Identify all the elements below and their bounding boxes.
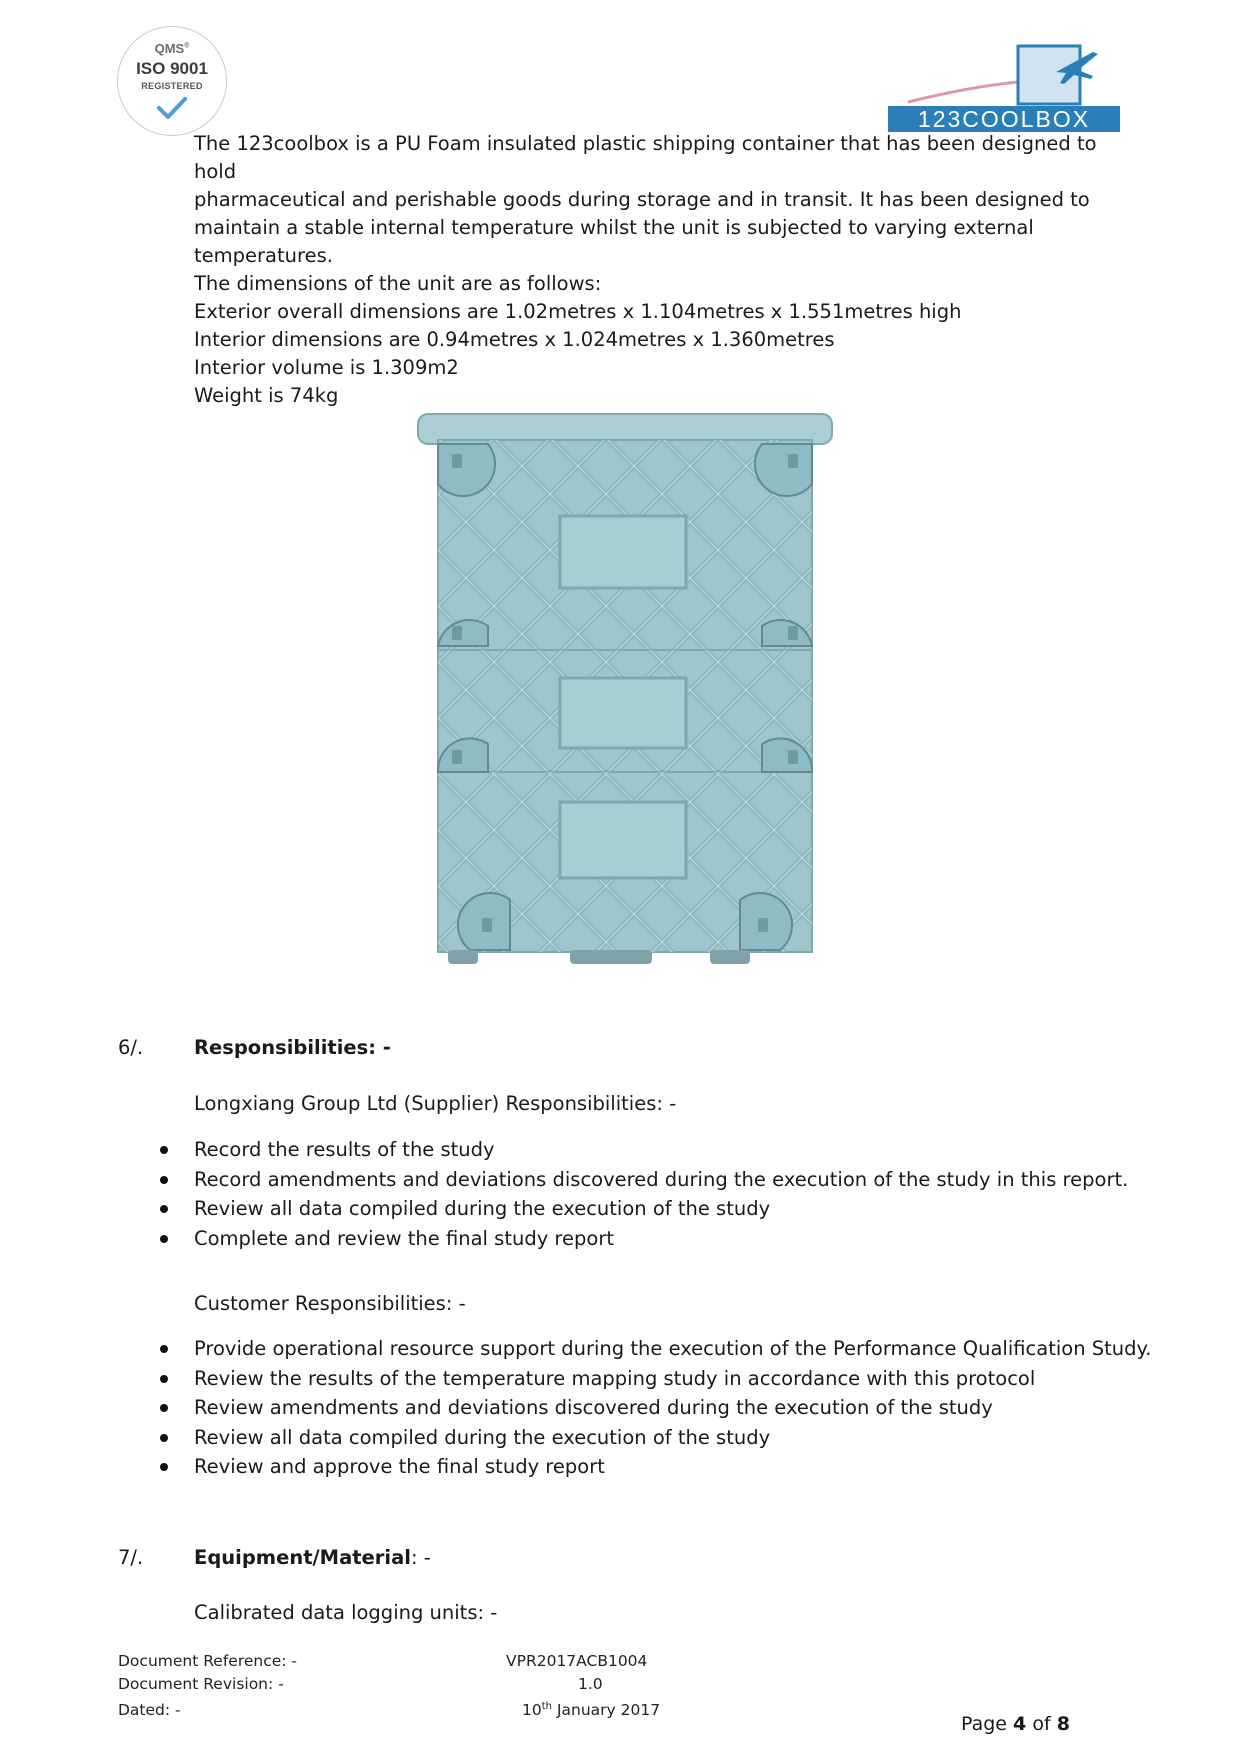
- bullet-icon: [160, 1434, 168, 1442]
- list-item: Provide operational resource support during the execution of the Performance Qualification Study.: [150, 1334, 1150, 1364]
- intro-line: temperatures.: [194, 244, 333, 267]
- bullet-icon: [160, 1176, 168, 1184]
- page-number: Page 4 of 8: [961, 1713, 1070, 1735]
- calibrated-loggers-heading: Calibrated data logging units: -: [194, 1601, 498, 1624]
- customer-responsibilities-heading: Customer Responsibilities: -: [194, 1292, 466, 1315]
- list-item: Review the results of the temperature mapping study in accordance with this protocol: [150, 1364, 1150, 1394]
- list-item: Review and approve the final study report: [150, 1452, 1150, 1482]
- intro-line: maintain a stable internal temperature whilst the unit is subjected to varying external: [194, 216, 1034, 239]
- document-reference-label: Document Reference: -: [118, 1652, 298, 1670]
- dated-label: Dated: -: [118, 1701, 181, 1719]
- brand-logo: [888, 42, 1122, 136]
- section-6-number: 6/.: [118, 1036, 144, 1059]
- intro-text: [194, 130, 1134, 410]
- logo-graphic: [888, 42, 1122, 108]
- list-item: Complete and review the final study report: [150, 1224, 1150, 1254]
- customer-responsibilities-list: [150, 1334, 1150, 1482]
- brand-logo-text: 123COOLBOX: [888, 106, 1120, 132]
- supplier-responsibilities-heading: Longxiang Group Ltd (Supplier) Responsibilities: -: [194, 1092, 677, 1115]
- list-item: Review all data compiled during the execution of the study: [150, 1194, 1150, 1224]
- list-item: Record the results of the study: [150, 1135, 1150, 1165]
- bullet-icon: [160, 1205, 168, 1213]
- bullet-icon: [160, 1463, 168, 1471]
- supplier-responsibilities-list: [150, 1135, 1150, 1253]
- bullet-icon: [160, 1345, 168, 1353]
- coolbox-product-photo: [410, 410, 840, 975]
- intro-line: Interior dimensions are 0.94metres x 1.024metres x 1.360metres: [194, 328, 835, 351]
- bullet-icon: [160, 1235, 168, 1243]
- list-item: Record amendments and deviations discovered during the execution of the study in this report.: [150, 1165, 1150, 1195]
- registered-label: REGISTERED: [141, 81, 203, 91]
- dated-value: 10th January 2017: [522, 1701, 661, 1720]
- qms-label: QMS®: [154, 41, 190, 56]
- document-reference-value: VPR2017ACB1004: [506, 1652, 648, 1670]
- bullet-icon: [160, 1404, 168, 1412]
- iso-9001-badge: [117, 26, 227, 136]
- section-7-number: 7/.: [118, 1546, 144, 1569]
- bullet-icon: [160, 1375, 168, 1383]
- intro-line: Exterior overall dimensions are 1.02metres x 1.104metres x 1.551metres high: [194, 300, 962, 323]
- checkmark-icon: [156, 95, 188, 121]
- intro-line: pharmaceutical and perishable goods during storage and in transit. It has been designed to: [194, 188, 1090, 211]
- list-item: Review all data compiled during the execution of the study: [150, 1423, 1150, 1453]
- section-6-title: Responsibilities: -: [194, 1036, 391, 1059]
- iso-standard-label: ISO 9001: [136, 59, 208, 78]
- intro-line: The 123coolbox is a PU Foam insulated plastic shipping container that has been designed to hold: [194, 132, 1097, 183]
- bullet-icon: [160, 1146, 168, 1154]
- document-revision-label: Document Revision: -: [118, 1675, 284, 1693]
- intro-line: The dimensions of the unit are as follows:: [194, 272, 602, 295]
- document-revision-value: 1.0: [578, 1675, 603, 1693]
- intro-line: Interior volume is 1.309m2: [194, 356, 459, 379]
- section-7-title: Equipment/Material: -: [194, 1546, 431, 1569]
- list-item: Review amendments and deviations discovered during the execution of the study: [150, 1393, 1150, 1423]
- intro-line: Weight is 74kg: [194, 384, 339, 407]
